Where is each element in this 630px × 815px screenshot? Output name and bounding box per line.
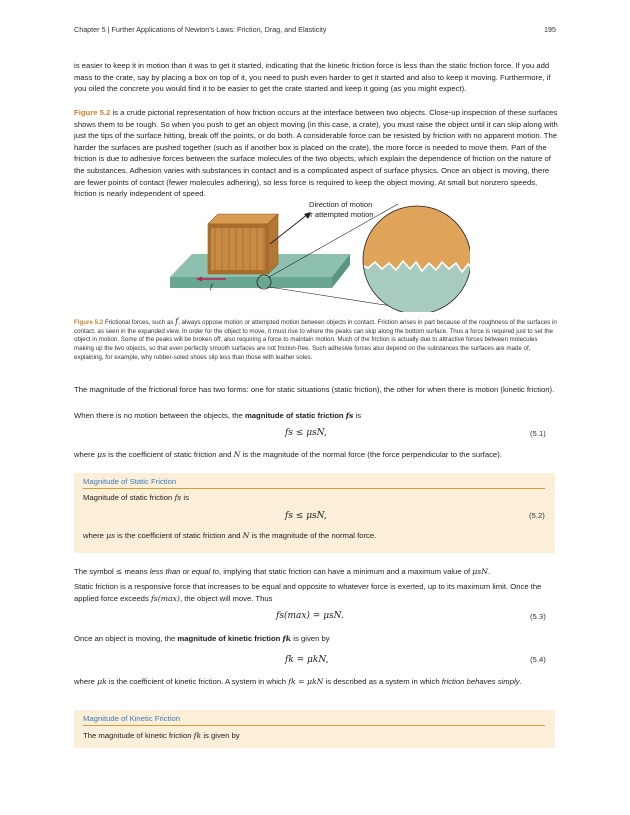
callout-kinetic-friction (74, 710, 555, 748)
equation-number-5-4: (5.4) (530, 655, 546, 664)
callout-line-2: where μs is the coefficient of static friction and N is the magnitude of the normal force. (83, 531, 377, 540)
figure-caption: Figure 5.2 Frictional forces, such as f, always oppose motion or attempted motion between objects in contact. Friction arises in part because of the roughness of the surfaces in contact, as seen in the expanded view. In order for the object to move, it must rise to where the peaks can skip along the bottom surface. Thus a force is required just to set the object in motion. Some of the peaks will be broken off, also requiring a force to maintain motion. Much of the friction is actually due to attractive forces between molecules making up the two objects, so that even perfectly smooth surfaces are not friction-free. Such adhesive forces also depend on the substances the surfaces are made of, explaining, for example, why rubber-soled shoes slip less than those with leather soles. (74, 317, 557, 361)
equation-number-5-2: (5.2) (529, 511, 545, 520)
symbol-fs: fs (345, 411, 354, 420)
friction-figure (170, 192, 470, 312)
symbol-fk: fk (193, 731, 202, 740)
ground-front (170, 277, 332, 288)
callout-static-friction (74, 473, 555, 553)
paragraph-where-static: where μs is the coefficient of static friction and N is the magnitude of the normal force (the force perpendicular to the surface). (74, 450, 502, 459)
equation-5-4: fk = μkN, (285, 655, 329, 665)
equation-5-1: fs ≤ μsN, (285, 428, 327, 438)
expanded-view (360, 202, 470, 312)
equation-5-2: fs ≤ μsN, (285, 511, 327, 521)
symbol-fs: fs (174, 493, 182, 502)
symbol-mu-s-N: μsN (472, 567, 488, 576)
equation-number-5-3: (5.3) (530, 612, 546, 621)
symbol-fk-equation: fk = μkN (288, 677, 324, 686)
callout-divider (83, 725, 545, 726)
figure-reference-link[interactable]: Figure 5.2 (74, 108, 111, 117)
paragraph-friction-explanation (74, 107, 558, 200)
friction-force-label: f (210, 283, 213, 291)
symbol-N: N (233, 450, 241, 459)
paragraph-text: is a crude pictorial representation of how friction occurs at the interface between two objects. Close-up inspection of these surfaces shows them to be rough. So when you push to get an object moving (in this case, a crate), you must raise the object until it can skip along with just the tips of the surface hitting, break off the points, or do both. A considerable force can be resisted by friction with no apparent motion. The harder the surfaces are pushed together (such as if another box is placed on the crate), the more force is needed to move them. Part of the friction is due to adhesive forces between the surface molecules of the two objects, which explain the dependence of friction on the nature of the substances. Adhesion varies with substances in contact and is a complicated aspect of surface physics. Once an object is moving, there are fewer points of contact (fewer molecules adhering), so less force is required to keep the object moving. At small but nonzero speeds, friction is nearly independent of speed. (74, 108, 558, 199)
paragraph-symbol-meaning: The symbol ≤ means less than or equal to, implying that static friction can have a minimum and a maximum value of μsN. (74, 567, 491, 576)
symbol-f: f (175, 317, 179, 326)
paragraph-responsive-force: Static friction is a responsive force that increases to be equal and opposite to whatever force is exerted, up to its maximum limit. Once the applied force exceeds fs(max), the object will move. Thus (74, 582, 542, 603)
callout-line-1: The magnitude of kinetic friction fk is given by (83, 731, 240, 740)
page-number: 195 (544, 25, 556, 34)
symbol-fs-max: fs(max) (150, 593, 180, 603)
symbol-leq: ≤ (115, 567, 123, 576)
callout-line-1: Magnitude of static friction fs is (83, 493, 189, 502)
direction-label-line2: or attempted motion (306, 210, 374, 219)
symbol-N: N (242, 531, 250, 540)
running-header: Chapter 5 | Further Applications of Newton's Laws: Friction, Drag, and Elasticity (74, 25, 327, 34)
term-static-friction: magnitude of static friction (244, 411, 344, 420)
term-kinetic-friction: magnitude of kinetic friction (177, 634, 281, 643)
symbol-mu-s: μs (106, 531, 116, 540)
figure-label: Figure 5.2 (74, 319, 104, 326)
callout-divider (83, 488, 545, 489)
callout-title: Magnitude of Kinetic Friction (83, 714, 180, 723)
crate (208, 214, 278, 274)
paragraph-two-forms: The magnitude of the frictional force has two forms: one for static situations (static friction), the other for when there is motion (kinetic friction). (74, 385, 555, 394)
paragraph-intro: is easier to keep it in motion than it was to get it started, indicating that the kinetic friction force is less than the static friction force. If you add mass to the crate, say by placing a box on top of it, you need to push even harder to get it started and also to keep it moving. Furthermore, if you oiled the concrete you would find it to be easier to get the crate started and keep it going (as you might expect). (74, 61, 551, 94)
callout-title: Magnitude of Static Friction (83, 477, 177, 486)
direction-label-line1: Direction of motion (309, 200, 373, 209)
paragraph-where-kinetic: where μk is the coefficient of kinetic friction. A system in which fk = μkN is described as a system in which friction behaves simply. (74, 677, 522, 686)
symbol-fk: fk (282, 634, 292, 643)
equation-number-5-1: (5.1) (530, 429, 546, 438)
symbol-mu-s: μs (97, 450, 107, 459)
equation-5-3: fs(max) = μsN. (276, 611, 344, 621)
symbol-mu-k: μk (97, 677, 107, 686)
paragraph-static-definition: When there is no motion between the objects, the magnitude of static friction fs is (74, 411, 362, 420)
paragraph-kinetic-definition: Once an object is moving, the magnitude of kinetic friction fk is given by (74, 634, 330, 643)
